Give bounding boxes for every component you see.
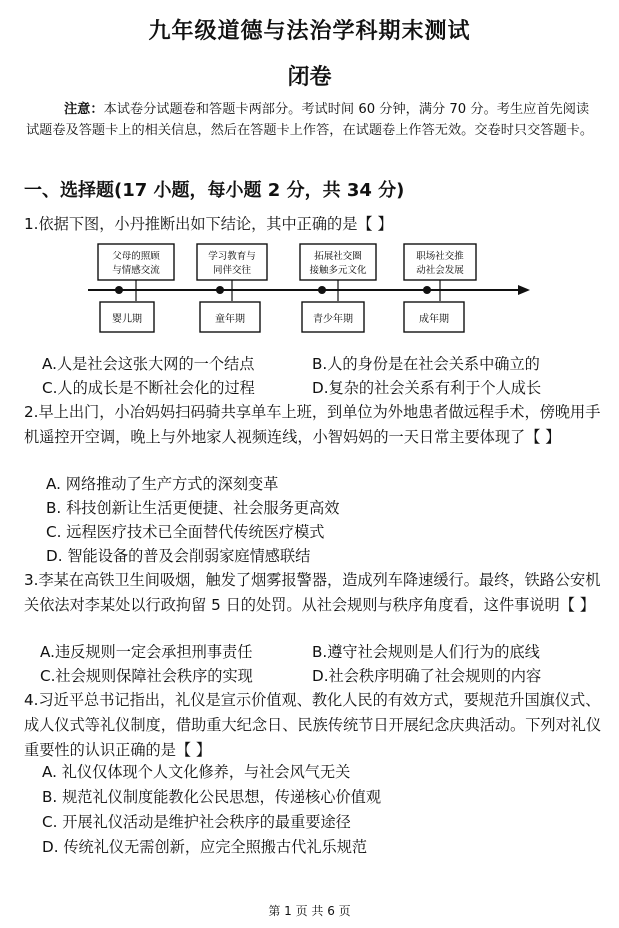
stage-top-label: 接触多元文化: [309, 265, 367, 276]
stage-bottom-label: 童年期: [215, 314, 245, 325]
q3-option-a[interactable]: A.违反规则一定会承担刑事责任: [40, 643, 253, 661]
stage-bottom-label: 青少年期: [313, 314, 353, 325]
q3-option-b[interactable]: B.遵守社会规则是人们行为的底线: [312, 643, 540, 661]
growth-stages-diagram: [88, 242, 530, 334]
q1-option-d[interactable]: D.复杂的社会关系有利于个人成长: [312, 379, 542, 397]
stage-childhood: [197, 244, 267, 332]
exam-notice: [26, 99, 600, 141]
q1-option-b[interactable]: B.人的身份是在社会关系中确立的: [312, 355, 540, 373]
notice-label: 注意：: [64, 102, 104, 117]
stage-adulthood: [404, 244, 476, 332]
stage-adolescence: [300, 244, 376, 332]
q3-option-d[interactable]: D.社会秩序明确了社会规则的内容: [312, 667, 542, 685]
exam-title: 九年级道德与法治学科期末测试: [148, 19, 471, 44]
stage-top-label: 学习教育与: [208, 251, 256, 262]
q2-option-c[interactable]: C. 远程医疗技术已全面替代传统医疗模式: [46, 523, 325, 541]
section-title: 一、选择题(17 小题，每小题 2 分，共 34 分): [24, 180, 405, 201]
question-1-stem: 1.依据下图，小丹推断出如下结论，其中正确的是【 】: [24, 215, 393, 233]
exam-subtitle: 闭卷: [287, 65, 332, 90]
q3-option-c[interactable]: C.社会规则保障社会秩序的实现: [40, 667, 253, 685]
q4-option-d[interactable]: D. 传统礼仪无需创新，应完全照搬古代礼乐规范: [42, 838, 368, 856]
question-3-stem: 3.李某在高铁卫生间吸烟，触发了烟雾报警器，造成列车降速缓行。最终，铁路公安机关依法对李某处以行政拘留 5 日的处罚。从社会规则与秩序角度看，这件事说明【 】: [24, 571, 601, 614]
notice-text: 本试卷分试题卷和答题卡两部分。考试时间 60 分钟，满分 70 分。考生应首先阅读试题卷及答题卡上的相关信息，然后在答题卡上作答，在试题卷上作答无效。交卷时只交答题卡。: [26, 102, 594, 138]
stage-infant: [98, 244, 174, 332]
q1-option-a[interactable]: A.人是社会这张大网的一个结点: [42, 355, 255, 373]
stage-top-label: 动社会发展: [416, 265, 464, 276]
question-4-stem: 4.习近平总书记指出，礼仪是宣示价值观、教化人民的有效方式，要规范升国旗仪式、成人仪式等礼仪制度，借助重大纪念日、民族传统节日开展纪念庆典活动。下列对礼仪重要性的认识正确的是【 】: [24, 691, 602, 759]
stage-top-label: 同伴交往: [212, 265, 252, 276]
stage-bottom-label: 婴儿期: [112, 314, 142, 325]
q4-option-c[interactable]: C. 开展礼仪活动是维护社会秩序的最重要途径: [42, 813, 351, 831]
stage-bottom-label: 成年期: [419, 314, 449, 325]
stage-top-label: 父母的照顾: [112, 251, 160, 262]
q4-option-a[interactable]: A. 礼仪仅体现个人文化修养，与社会风气无关: [42, 763, 351, 781]
timeline-dot: [115, 286, 123, 294]
stage-top-label: 拓展社交圈: [314, 251, 362, 262]
stage-top-label: 与情感交流: [112, 265, 160, 276]
q2-option-d[interactable]: D. 智能设备的普及会削弱家庭情感联结: [46, 547, 311, 565]
timeline-dot: [216, 286, 224, 294]
q2-option-b[interactable]: B. 科技创新让生活更便捷、社会服务更高效: [46, 499, 340, 517]
q1-option-c[interactable]: C.人的成长是不断社会化的过程: [42, 379, 255, 397]
question-2-stem: 2.早上出门，小冶妈妈扫码骑共享单车上班，到单位为外地患者做远程手术，傍晚用手机遥控开空调，晚上与外地家人视频连线，小智妈妈的一天日常主要体现了【 】: [24, 403, 601, 446]
page-number: 第 1 页 共 6 页: [268, 904, 351, 918]
stage-top-label: 职场社交推: [416, 251, 464, 262]
q2-option-a[interactable]: A. 网络推动了生产方式的深刻变革: [46, 475, 279, 493]
timeline-dot: [423, 286, 431, 294]
q4-option-b[interactable]: B. 规范礼仪制度能教化公民思想，传递核心价值观: [42, 788, 382, 806]
timeline-arrow: [518, 285, 530, 295]
timeline-dot: [318, 286, 326, 294]
